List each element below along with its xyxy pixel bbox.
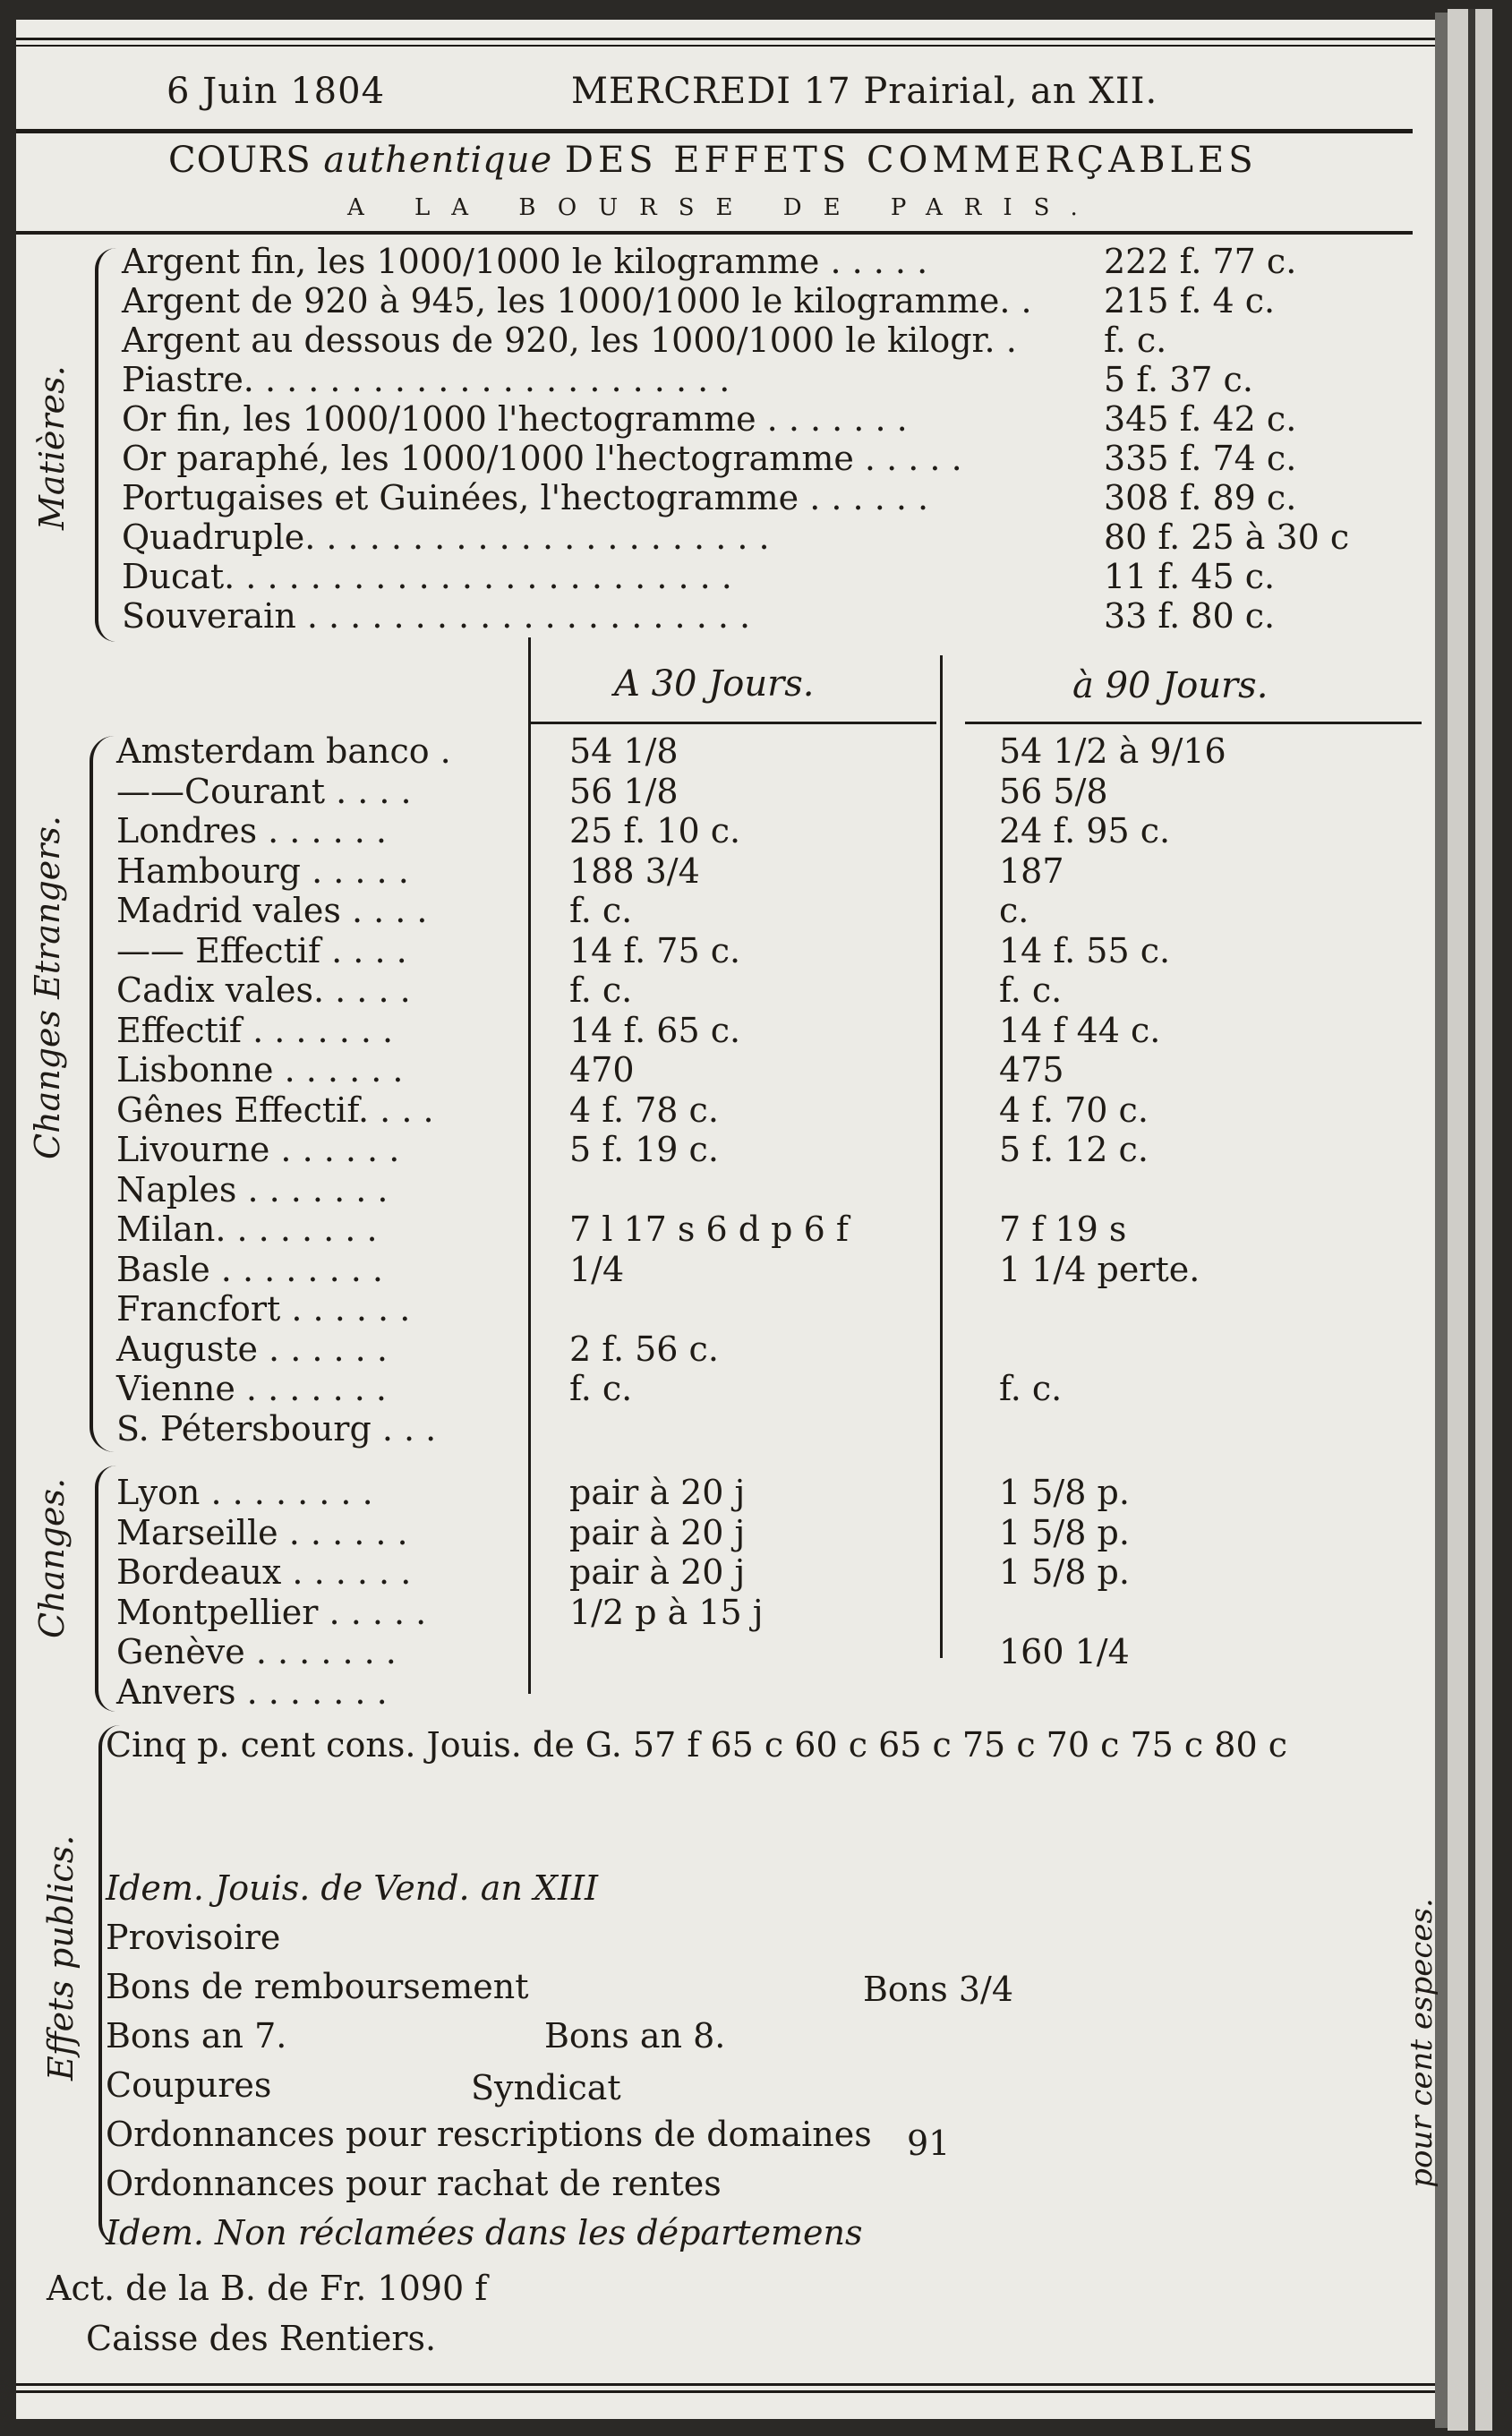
value-30-days: 54 1/8 bbox=[569, 731, 679, 771]
header-date: 6 Juin 1804 bbox=[167, 71, 386, 112]
row-label: Bordeaux . . . . . . bbox=[116, 1552, 412, 1592]
coupures: Coupures bbox=[106, 2065, 272, 2105]
row-value: 335 f. 74 c. bbox=[1104, 439, 1297, 478]
rule bbox=[965, 722, 1422, 724]
row-label: Madrid vales . . . . bbox=[116, 891, 428, 930]
bons-an-7: Bons an 7. bbox=[106, 2016, 287, 2056]
value-30-days: 4 f. 78 c. bbox=[569, 1090, 719, 1130]
section-label-changes: Changes. bbox=[32, 1477, 72, 1638]
row-label: Amsterdam banco . bbox=[116, 731, 451, 771]
title-part-3: DES EFFETS COMMERÇABLES bbox=[564, 140, 1258, 181]
column-divider bbox=[528, 637, 531, 1694]
row-value: 215 f. 4 c. bbox=[1104, 281, 1276, 321]
page-stack-line bbox=[1468, 9, 1475, 2431]
row-label: S. Pétersbourg . . . bbox=[116, 1408, 437, 1449]
header-day: MERCREDI 17 Prairial, an XII. bbox=[571, 71, 1158, 112]
section-label-changes-etrangers: Changes Etrangers. bbox=[28, 816, 67, 1159]
value-30-days: 25 f. 10 c. bbox=[569, 811, 741, 850]
value-30-days: f. c. bbox=[569, 1369, 633, 1408]
row-value: 308 f. 89 c. bbox=[1104, 478, 1297, 517]
row-label: Marseille . . . . . . bbox=[116, 1512, 408, 1552]
value-30-days: f. c. bbox=[569, 891, 633, 930]
value-30-days: 1/2 p à 15 j bbox=[569, 1592, 764, 1632]
row-value: 11 f. 45 c. bbox=[1104, 557, 1276, 596]
value-90-days: f. c. bbox=[999, 1369, 1063, 1408]
rule bbox=[16, 45, 1435, 47]
row-label: —— Effectif . . . . bbox=[116, 930, 407, 970]
ordonnances-domaines: Ordonnances pour rescriptions de domaines bbox=[106, 2115, 872, 2154]
value-90-days: 4 f. 70 c. bbox=[999, 1090, 1149, 1130]
idem-vend bbox=[106, 1868, 598, 1908]
row-label: Hambourg . . . . . bbox=[116, 850, 409, 891]
value-90-days: 1 5/8 p. bbox=[999, 1552, 1130, 1592]
row-label: Vienne . . . . . . . bbox=[116, 1369, 387, 1408]
value-90-days: 14 f 44 c. bbox=[999, 1010, 1161, 1050]
value-90-days: 1 1/4 perte. bbox=[999, 1249, 1200, 1289]
row-label: Argent de 920 à 945, les 1000/1000 le kilogramme. . bbox=[122, 281, 1032, 321]
value-30-days: f. c. bbox=[569, 970, 633, 1010]
row-value: 345 f. 42 c. bbox=[1104, 399, 1297, 439]
value-30-days: 5 f. 19 c. bbox=[569, 1130, 719, 1169]
section-label-matieres: Matières. bbox=[32, 365, 72, 530]
title-part-2: authentique bbox=[323, 140, 553, 181]
value-90-days: 24 f. 95 c. bbox=[999, 811, 1171, 850]
idem-non-reclamees bbox=[106, 2213, 863, 2252]
value-30-days: 2 f. 56 c. bbox=[569, 1329, 719, 1369]
value-90-days: 56 5/8 bbox=[999, 771, 1108, 811]
value-90-days: f. c. bbox=[999, 970, 1063, 1010]
row-label: Lisbonne . . . . . . bbox=[116, 1050, 404, 1090]
value-30-days: 1/4 bbox=[569, 1249, 625, 1289]
provisoire: Provisoire bbox=[106, 1918, 281, 1957]
rule bbox=[16, 2383, 1435, 2386]
value-90-days: 5 f. 12 c. bbox=[999, 1130, 1149, 1169]
value-90-days: c. bbox=[999, 891, 1029, 930]
syndicat: Syndicat bbox=[471, 2068, 621, 2107]
brace bbox=[95, 248, 116, 642]
rule bbox=[16, 2390, 1435, 2393]
brace bbox=[90, 736, 115, 1452]
row-label: Cadix vales. . . . . bbox=[116, 970, 411, 1010]
row-label: Souverain . . . . . . . . . . . . . . . . . . . . . bbox=[122, 596, 751, 636]
row-label: Ducat. . . . . . . . . . . . . . . . . . . . . . . . bbox=[122, 557, 732, 596]
row-value: 5 f. 37 c. bbox=[1104, 360, 1253, 399]
row-label: Naples . . . . . . . bbox=[116, 1169, 389, 1209]
rule bbox=[16, 231, 1413, 235]
idem-vend-text: Idem. Jouis. de Vend. an XIII bbox=[106, 1868, 598, 1908]
row-label: Londres . . . . . . bbox=[116, 811, 388, 850]
value-30-days: pair à 20 j bbox=[569, 1512, 746, 1552]
row-label: Milan. . . . . . . . bbox=[116, 1209, 378, 1249]
row-label: Or fin, les 1000/1000 l'hectogramme . . . . . . . bbox=[122, 399, 908, 439]
value-30-days: 470 bbox=[569, 1050, 635, 1090]
value-30-days: 14 f. 65 c. bbox=[569, 1010, 741, 1050]
footer-act: Act. de la B. de Fr. 1090 f bbox=[47, 2269, 488, 2308]
value-90-days: 1 5/8 p. bbox=[999, 1473, 1130, 1512]
row-label: Anvers . . . . . . . bbox=[116, 1671, 388, 1712]
row-label: Lyon . . . . . . . . bbox=[116, 1473, 373, 1512]
row-label: ——Courant . . . . bbox=[116, 771, 412, 811]
value-90-days: 187 bbox=[999, 850, 1064, 891]
value-30-days: 188 3/4 bbox=[569, 850, 700, 891]
row-label: Piastre. . . . . . . . . . . . . . . . . . . . . . . bbox=[122, 360, 730, 399]
value-90-days: 54 1/2 à 9/16 bbox=[999, 731, 1226, 771]
side-note: pour cent especes. bbox=[1404, 1898, 1439, 2188]
rule bbox=[16, 38, 1435, 40]
row-label: Or paraphé, les 1000/1000 l'hectogramme . . . . . bbox=[122, 439, 962, 478]
document-page bbox=[16, 20, 1439, 2419]
value-30-days: pair à 20 j bbox=[569, 1473, 746, 1512]
rule bbox=[528, 722, 936, 724]
title-part-1: COURS bbox=[168, 140, 312, 181]
row-label: Argent au dessous de 920, les 1000/1000 le kilogr. . bbox=[122, 321, 1017, 360]
section-label-effets-publics: Effets publics. bbox=[41, 1834, 81, 2081]
row-label: Auguste . . . . . . bbox=[116, 1329, 388, 1369]
row-label: Basle . . . . . . . . bbox=[116, 1249, 383, 1289]
col-header-30: A 30 Jours. bbox=[614, 663, 815, 705]
value-90-days: 14 f. 55 c. bbox=[999, 930, 1171, 970]
row-value: 222 f. 77 c. bbox=[1104, 242, 1297, 281]
row-label: Livourne . . . . . . bbox=[116, 1130, 400, 1169]
ordonnances-domaines-value: 91 bbox=[907, 2124, 951, 2163]
idem-non-text: Idem. Non réclamées dans les départemens bbox=[106, 2213, 863, 2252]
value-90-days: 1 5/8 p. bbox=[999, 1512, 1130, 1552]
value-90-days: 160 1/4 bbox=[999, 1632, 1130, 1671]
row-value: 80 f. 25 à 30 c bbox=[1104, 517, 1350, 557]
value-30-days: 14 f. 75 c. bbox=[569, 930, 741, 970]
cinq-pour-cent: Cinq p. cent cons. Jouis. de G. 57 f 65 c 60 c 65 c 75 c 70 c 75 c 80 c bbox=[106, 1725, 1287, 1765]
row-label: Effectif . . . . . . . bbox=[116, 1010, 394, 1050]
row-label: Quadruple. . . . . . . . . . . . . . . . . . . . . . bbox=[122, 517, 770, 557]
subtitle: A LA BOURSE DE PARIS. bbox=[347, 194, 1099, 221]
ordonnances-rachat: Ordonnances pour rachat de rentes bbox=[106, 2164, 722, 2203]
bons-remboursement: Bons de remboursement bbox=[106, 1967, 529, 2006]
value-30-days: pair à 20 j bbox=[569, 1552, 746, 1592]
value-30-days: 7 l 17 s 6 d p 6 f bbox=[569, 1209, 849, 1249]
row-label: Gênes Effectif. . . . bbox=[116, 1090, 434, 1130]
row-label: Genève . . . . . . . bbox=[116, 1632, 397, 1671]
value-90-days: 7 f 19 s bbox=[999, 1209, 1127, 1249]
row-label: Portugaises et Guinées, l'hectogramme . . . . . . bbox=[122, 478, 929, 517]
column-divider bbox=[940, 655, 943, 1658]
row-value: f. c. bbox=[1104, 321, 1167, 360]
value-30-days: 56 1/8 bbox=[569, 771, 679, 811]
rule bbox=[16, 129, 1413, 133]
title-cours bbox=[168, 141, 1258, 180]
footer-caisse: Caisse des Rentiers. bbox=[86, 2319, 437, 2358]
row-label: Montpellier . . . . . bbox=[116, 1592, 427, 1632]
row-label: Francfort . . . . . . bbox=[116, 1289, 411, 1329]
col-header-90: à 90 Jours. bbox=[1072, 665, 1269, 706]
bons-an-8: Bons an 8. bbox=[544, 2016, 726, 2056]
brace bbox=[95, 1466, 116, 1712]
value-90-days: 475 bbox=[999, 1050, 1064, 1090]
row-value: 33 f. 80 c. bbox=[1104, 596, 1276, 636]
row-label: Argent fin, les 1000/1000 le kilogramme . . . . . bbox=[122, 242, 928, 281]
bons-remboursement-value: Bons 3/4 bbox=[863, 1970, 1014, 2009]
